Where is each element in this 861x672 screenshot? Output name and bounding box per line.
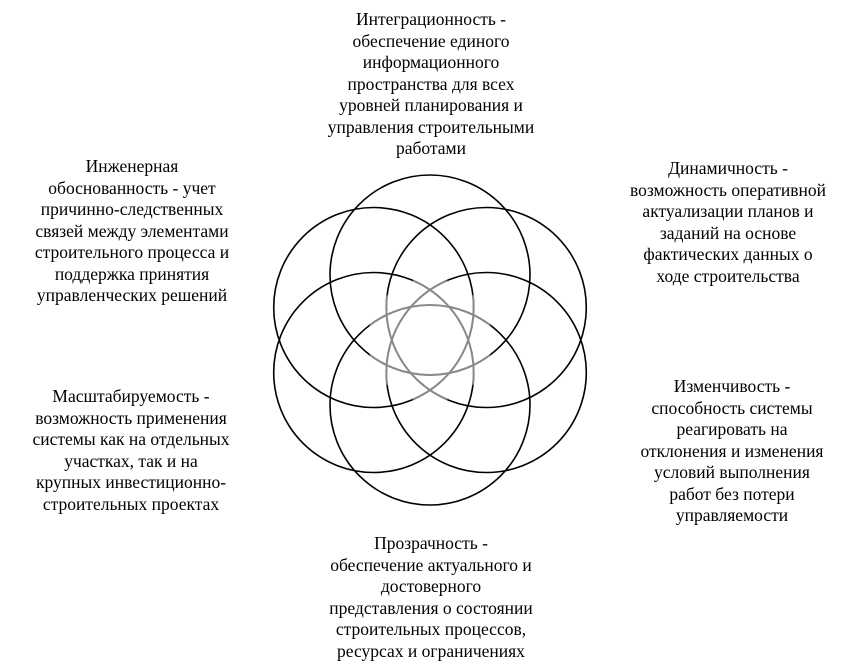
label-line: возможность применения (35, 407, 227, 428)
label-line: фактических данных о (643, 244, 813, 264)
label-line: Инженерная (85, 156, 179, 176)
label-line: строительных проектах (42, 493, 220, 514)
label-line: Интеграционность - (355, 9, 507, 29)
label-line: управляемости (675, 505, 789, 525)
label-line: ходе строительства (656, 265, 800, 286)
circle-upper-right-overlap-arc (386, 208, 586, 408)
circle-upper-right (386, 208, 586, 408)
label-line: строительного процесса и (34, 242, 230, 262)
label-line: строительных процессов, (335, 619, 527, 639)
label-line: участках, так и на (64, 450, 198, 471)
label-line: условий выполнения (654, 462, 810, 482)
label-transparency (300, 533, 562, 662)
label-line: уровней планирования и (339, 95, 523, 115)
label-line: управленческих решений (36, 285, 228, 305)
circle-lower-right-overlap-arc (386, 273, 586, 473)
label-line: реагировать на (676, 419, 788, 439)
circle-lower-left-overlap-arc (274, 273, 474, 473)
label-line: работами (395, 138, 466, 158)
circle-upper-left-overlap-arc (274, 208, 474, 408)
label-line: обоснованность - учет (48, 177, 216, 198)
label-variability (614, 376, 850, 527)
label-line: крупных инвестиционно- (35, 472, 227, 492)
label-line: Динамичность - (668, 158, 788, 178)
label-line: представления о состоянии (329, 597, 533, 618)
label-line: системы как на отдельных (32, 429, 230, 449)
circle-upper-left (274, 208, 474, 408)
label-line: работ без потери (669, 483, 795, 504)
circle-lower-right (386, 273, 586, 473)
circle-top-overlap-arc (330, 175, 530, 375)
label-line: способность системы (651, 397, 813, 418)
label-line: связей между элементами (35, 220, 229, 241)
label-line: ресурсах и ограничениях (337, 640, 525, 661)
label-integration (300, 9, 562, 160)
label-line: обеспечение единого (352, 30, 510, 51)
label-line: причинно-следственных (40, 199, 224, 219)
label-line: обеспечение актуального и (330, 554, 532, 575)
label-line: отклонения и изменения (640, 440, 824, 461)
label-line: информационного (362, 52, 500, 72)
label-line: управления строительными (327, 116, 535, 137)
circles-group (274, 175, 587, 505)
label-line: Масштабируемость - (52, 386, 210, 406)
circle-lower-left (274, 273, 474, 473)
label-line: Прозрачность - (374, 533, 488, 553)
label-engineering-validity (8, 156, 256, 307)
label-scalability (8, 386, 254, 515)
label-line: достоверного (380, 576, 482, 596)
label-line: Изменчивость - (673, 376, 791, 396)
label-line: актуализации планов и (642, 201, 814, 221)
label-line: заданий на основе (659, 222, 797, 243)
circle-bottom-overlap-arc (330, 305, 530, 505)
circle-bottom (330, 305, 530, 505)
label-line: поддержка принятия (54, 263, 210, 284)
circle-top (330, 175, 530, 375)
label-line: пространства для всех (347, 73, 515, 94)
label-line: возможность оперативной (629, 179, 827, 200)
label-dynamism (606, 158, 850, 287)
